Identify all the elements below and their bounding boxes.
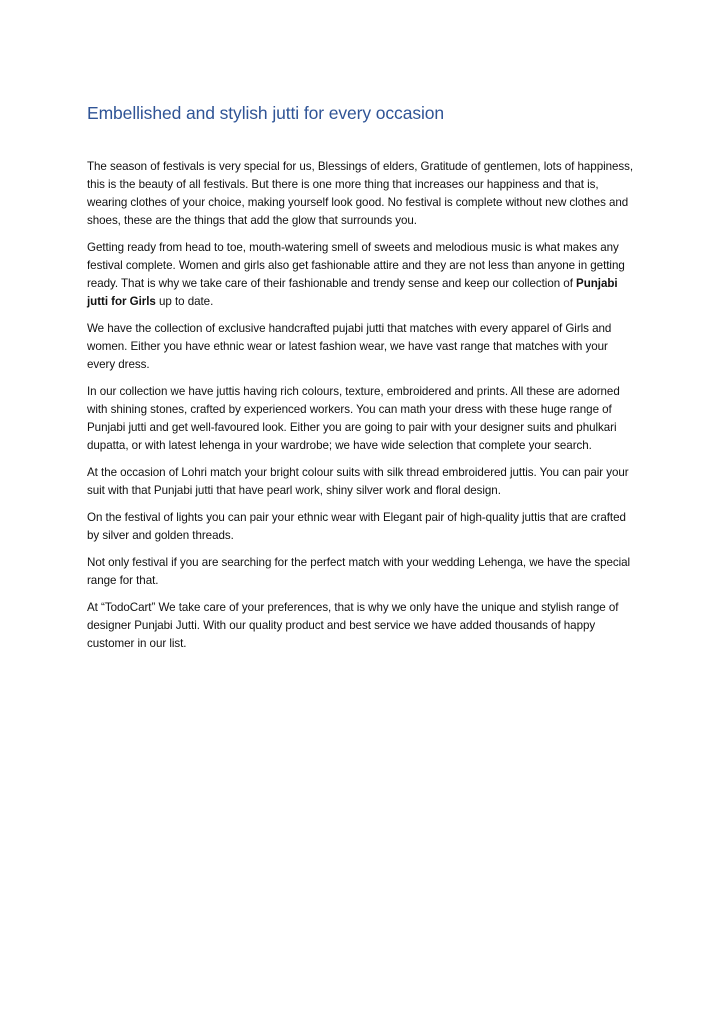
document-title: Embellished and stylish jutti for every occasion (87, 103, 445, 123)
paragraph-getting-ready (87, 239, 639, 311)
paragraph-todocart: At “TodoCart” We take care of your preferences, that is why we only have the unique and stylish range of designer Punjabi Jutti. With our quality product and best service we have added thousands of happy customer in our list. (87, 601, 619, 650)
bold-keyword-link: Punjabi jutti for Girls (87, 277, 618, 308)
paragraph-festivals-intro: The season of festivals is very special for us, Blessings of elders, Gratitude of gentlemen, lots of happiness, this is the beauty of all festivals. But there is one more thing that increases our happiness and that is, wearing clothes of your choice, making yourself look good. No festival is complete without new clothes and shoes, these are the things that add the glow that surrounds you. (87, 160, 634, 227)
paragraph-text: Getting ready from head to toe, mouth-watering smell of sweets and melodious music is what makes any festival complete. Women and girls also get fashionable attire and they are not less than anyone in getting ready. That is why we take care of their fashionable and trendy sense and keep our collection of (87, 241, 625, 290)
paragraph-festival-of-lights: On the festival of lights you can pair your ethnic wear with Elegant pair of high-quality juttis that are crafted by silver and golden threads. (87, 511, 626, 542)
document-body (87, 101, 639, 662)
paragraph-text: up to date. (155, 295, 214, 308)
paragraph-lohri: At the occasion of Lohri match your bright colour suits with silk thread embroidered juttis. You can pair your suit with that Punjabi jutti that have pearl work, shiny silver work and floral design. (87, 466, 629, 497)
paragraph-rich-colours: In our collection we have juttis having rich colours, texture, embroidered and prints. All these are adorned with shining stones, crafted by experienced workers. You can math your dress with these huge range of Punjabi jutti and get well-favoured look. Either you are going to pair with your designer suits and phulkari dupatta, or with latest lehenga in your wardrobe; we have wide selection that complete your search. (87, 385, 620, 452)
paragraph-collection: We have the collection of exclusive handcrafted pujabi jutti that matches with every apparel of Girls and women. Either you have ethnic wear or latest fashion wear, we have vast range that matches with your every dress. (87, 322, 612, 371)
paragraph-wedding: Not only festival if you are searching for the perfect match with your wedding Lehenga, we have the special range for that. (87, 556, 631, 587)
